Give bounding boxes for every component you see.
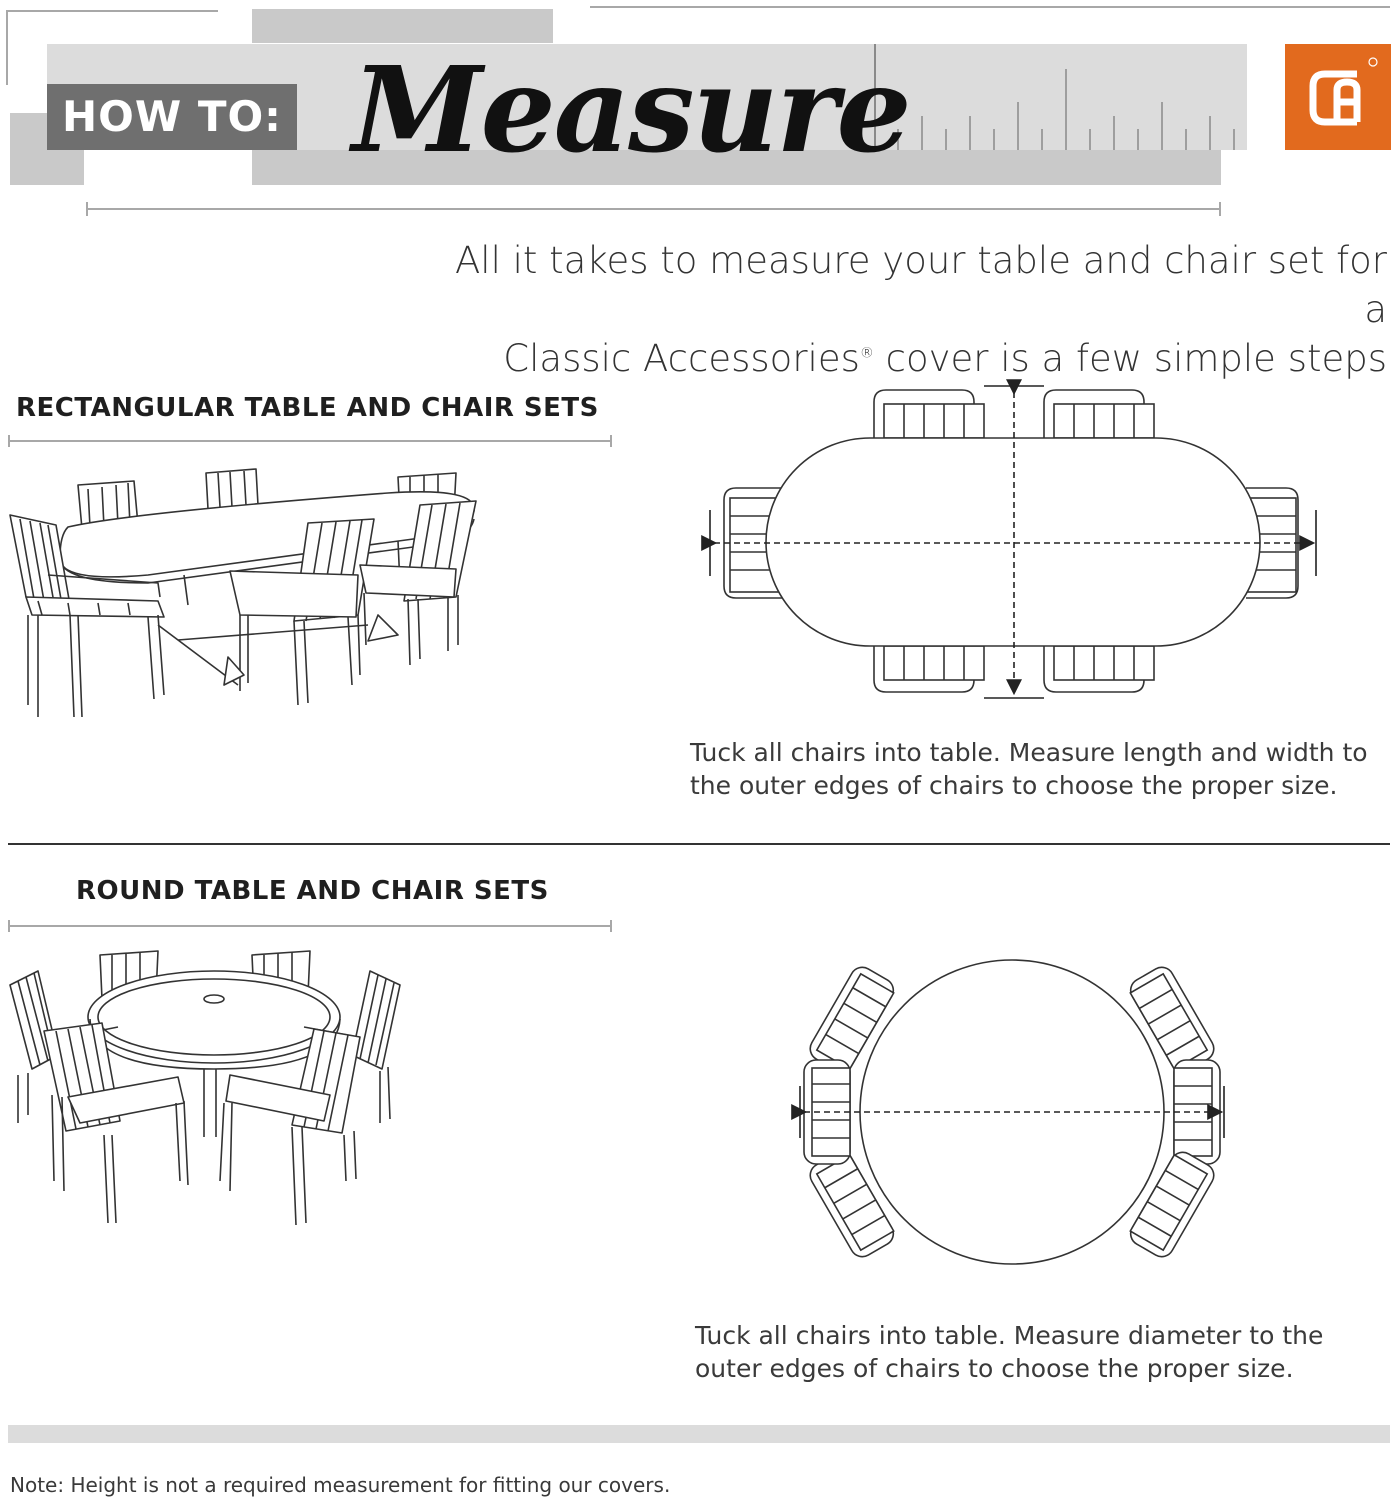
intro-line-2-prefix: Classic Accessories	[503, 337, 860, 380]
howto-label: HOW TO:	[47, 84, 297, 150]
registered-mark: ®	[859, 345, 874, 362]
caption-round	[695, 1319, 1323, 1385]
footer-note: Note: Height is not a required measurement for fitting our covers.	[10, 1473, 671, 1497]
caption-rectangular-line-1: Tuck all chairs into table. Measure length and width to	[690, 738, 1368, 767]
round-set-illustration	[8, 945, 408, 1230]
header-frame-line-left	[6, 10, 8, 85]
section-divider	[8, 843, 1390, 845]
ca-logo[interactable]	[1285, 44, 1391, 150]
chair-top-right	[1044, 390, 1154, 438]
intro-line-2-suffix: cover is a few simple steps	[873, 337, 1387, 380]
header-frame-line-top-right	[590, 6, 1390, 8]
ruler-ticks	[870, 44, 1250, 154]
intro-line-2	[427, 334, 1387, 383]
intro-text	[427, 236, 1387, 383]
chair-top-left	[874, 390, 984, 438]
header-frame-line-top-left	[6, 10, 218, 12]
intro-line-1: All it takes to measure your table and chair set for a	[454, 239, 1387, 331]
header-frame-tick-left	[86, 202, 88, 216]
rectangular-measure-diagram	[700, 380, 1340, 710]
caption-rectangular	[690, 736, 1368, 802]
section-title-round: ROUND TABLE AND CHAIR SETS	[76, 876, 549, 906]
header-frame-tick-right	[1219, 202, 1221, 216]
page-title: Measure	[352, 40, 910, 179]
caption-rectangular-line-2: the outer edges of chairs to choose the proper size.	[690, 771, 1338, 800]
ca-logo-icon	[1285, 44, 1391, 150]
header-frame-line-bottom	[86, 208, 1221, 210]
rectangular-set-illustration	[8, 465, 488, 725]
caption-round-line-2: outer edges of chairs to choose the proper size.	[695, 1354, 1294, 1383]
footer-band	[8, 1425, 1390, 1443]
section-underline-round	[8, 919, 613, 933]
section-underline-rectangular	[8, 434, 613, 448]
round-measure-diagram	[790, 910, 1240, 1310]
caption-round-line-1: Tuck all chairs into table. Measure diameter to the	[695, 1321, 1324, 1350]
section-title-rectangular: RECTANGULAR TABLE AND CHAIR SETS	[16, 393, 599, 423]
header-band-top	[252, 9, 553, 43]
